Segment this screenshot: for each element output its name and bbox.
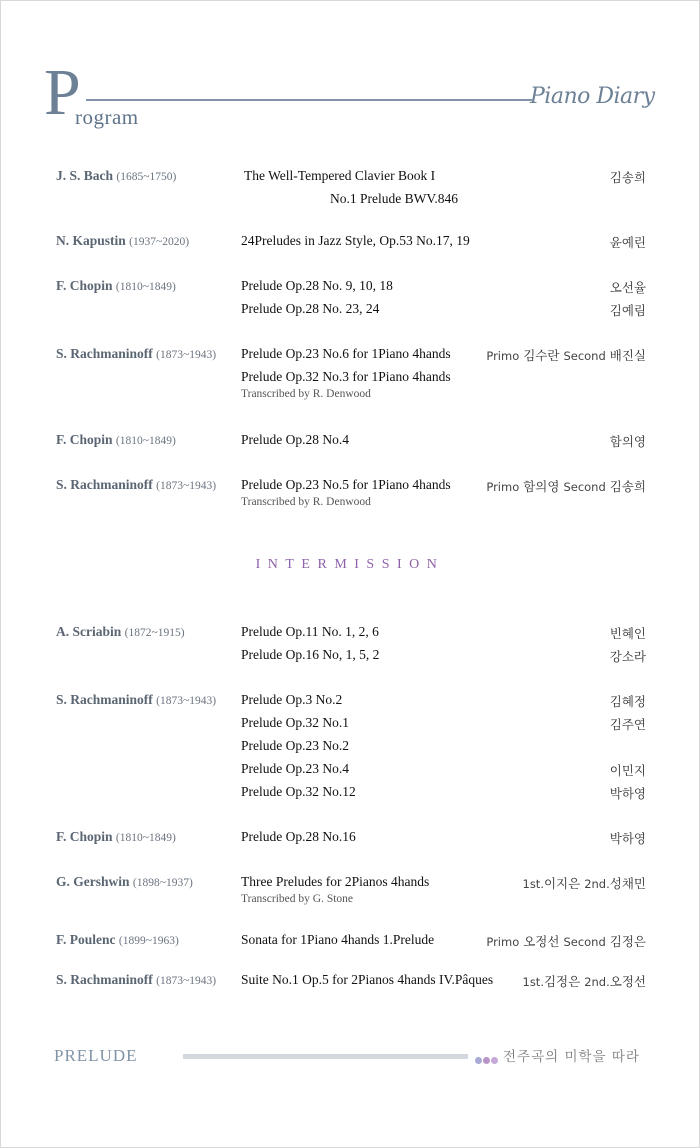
composer-name bbox=[56, 278, 176, 294]
composer-name bbox=[56, 874, 193, 890]
transcription-note: Transcribed by R. Denwood bbox=[241, 496, 371, 508]
performer-role: Primo bbox=[486, 935, 520, 949]
work-title: Prelude Op.32 No.1 bbox=[241, 715, 349, 730]
transcription-note: Transcribed by R. Denwood bbox=[241, 388, 371, 400]
performer-name: 박하영 bbox=[609, 786, 646, 801]
intermission-label: INTERMISSION bbox=[255, 557, 445, 572]
performer-name: 함의영 bbox=[609, 434, 646, 449]
performer-name: 이민지 bbox=[609, 763, 646, 778]
performer-name: 김예림 bbox=[609, 303, 646, 318]
performer-pair bbox=[523, 874, 647, 892]
composer-name bbox=[56, 233, 189, 249]
composer-name bbox=[56, 829, 176, 845]
footer-prelude-title: PRELUDE bbox=[54, 1046, 138, 1065]
piano-diary-title: Piano Diary bbox=[530, 84, 655, 109]
performer-name: 김송희 bbox=[609, 479, 646, 494]
composer-label: F. Chopin bbox=[56, 829, 113, 844]
performer-name: 박하영 bbox=[609, 831, 646, 846]
footer-bar bbox=[183, 1054, 468, 1059]
composer-label: S. Rachmaninoff bbox=[56, 692, 153, 707]
composer-years: (1685~1750) bbox=[116, 171, 177, 183]
program-logo-rest: rogram bbox=[75, 105, 139, 129]
program-header bbox=[0, 0, 700, 140]
work-title: Sonata for 1Piano 4hands 1.Prelude bbox=[241, 932, 435, 947]
performer-name: 김혜정 bbox=[609, 694, 646, 709]
composer-label: F. Chopin bbox=[56, 278, 113, 293]
performer-role: Second bbox=[563, 480, 606, 494]
transcription-note: Transcribed by G. Stone bbox=[241, 893, 354, 905]
work-title: Prelude Op.23 No.5 for 1Piano 4hands bbox=[241, 477, 451, 492]
performer-name: 강소라 bbox=[609, 649, 646, 664]
composer-years: (1873~1943) bbox=[156, 480, 217, 492]
composer-years: (1872~1915) bbox=[124, 627, 185, 639]
performer-role: Primo bbox=[486, 480, 520, 494]
work-title: Prelude Op.28 No.16 bbox=[241, 829, 356, 844]
composer-years: (1810~1849) bbox=[115, 435, 176, 447]
work-title: The Well-Tempered Clavier Book I bbox=[244, 168, 436, 183]
work-title: Prelude Op.3 No.2 bbox=[241, 692, 343, 707]
performer-name: 함의영 bbox=[523, 479, 560, 494]
performer-role: Second bbox=[563, 935, 606, 949]
performer-name: 김수란 bbox=[523, 348, 560, 363]
performer-role: 2nd. bbox=[584, 975, 610, 989]
composer-years: (1810~1849) bbox=[115, 281, 176, 293]
performer-name: 배진실 bbox=[609, 348, 646, 363]
composer-years: (1898~1937) bbox=[132, 877, 193, 889]
footer-tagline: 전주곡의 미학을 따라 bbox=[503, 1049, 640, 1065]
footer-dot bbox=[491, 1057, 498, 1064]
performer-name: 성채민 bbox=[609, 876, 646, 891]
performer-role: Primo bbox=[486, 349, 520, 363]
composer-name bbox=[56, 168, 176, 184]
composer-years: (1810~1849) bbox=[115, 832, 176, 844]
performer-name: 이지은 bbox=[543, 876, 581, 891]
work-title: Prelude Op.23 No.6 for 1Piano 4hands bbox=[241, 346, 451, 361]
composer-years: (1873~1943) bbox=[156, 695, 217, 707]
composer-label: N. Kapustin bbox=[56, 233, 126, 248]
performer-name: 김정은 bbox=[609, 934, 646, 949]
composer-name bbox=[56, 346, 216, 362]
composer-label: F. Poulenc bbox=[56, 932, 116, 947]
performer-name: 빈혜인 bbox=[609, 626, 646, 641]
header-rule bbox=[86, 99, 532, 101]
performer-role: 1st. bbox=[522, 975, 544, 989]
work-title: Prelude Op.23 No.2 bbox=[241, 738, 349, 753]
composer-years: (1937~2020) bbox=[129, 236, 190, 248]
composer-name bbox=[56, 477, 216, 493]
work-title: Prelude Op.32 No.3 for 1Piano 4hands bbox=[241, 369, 451, 384]
performer-role: Second bbox=[563, 349, 606, 363]
program-logo-initial: P bbox=[44, 56, 81, 129]
composer-name bbox=[56, 624, 185, 640]
work-title: Prelude Op.32 No.12 bbox=[241, 784, 356, 799]
work-title: Suite No.1 Op.5 for 2Pianos 4hands IV.Pâques bbox=[241, 972, 494, 987]
performer-name: 오정선 bbox=[523, 934, 560, 949]
composer-name bbox=[56, 432, 176, 448]
composer-label: S. Rachmaninoff bbox=[56, 972, 153, 987]
composer-years: (1873~1943) bbox=[156, 349, 217, 361]
work-title: Prelude Op.16 No, 1, 5, 2 bbox=[241, 647, 380, 662]
composer-name bbox=[56, 932, 179, 948]
performer-name: 김주연 bbox=[609, 717, 646, 732]
work-title: Prelude Op.28 No.4 bbox=[241, 432, 349, 447]
performer-role: 2nd. bbox=[584, 877, 610, 891]
work-title: No.1 Prelude BWV.846 bbox=[330, 191, 458, 206]
work-title: Three Preludes for 2Pianos 4hands bbox=[241, 874, 430, 889]
performer-pair bbox=[486, 346, 646, 364]
performer-pair bbox=[523, 972, 647, 990]
footer-dots-icon bbox=[475, 1051, 499, 1069]
composer-years: (1873~1943) bbox=[156, 975, 217, 987]
performer-name: 오정선 bbox=[609, 974, 646, 989]
composer-label: F. Chopin bbox=[56, 432, 113, 447]
composer-name bbox=[56, 692, 216, 708]
composer-label: G. Gershwin bbox=[56, 874, 130, 889]
footer-dot bbox=[475, 1057, 482, 1064]
work-title: Prelude Op.28 No. 23, 24 bbox=[241, 301, 380, 316]
footer-dot bbox=[483, 1057, 490, 1064]
performer-pair bbox=[486, 932, 646, 950]
performer-pair bbox=[486, 477, 646, 495]
composer-label: S. Rachmaninoff bbox=[56, 346, 153, 361]
performer-name: 윤예린 bbox=[609, 235, 646, 250]
work-title: Prelude Op.11 No. 1, 2, 6 bbox=[241, 624, 379, 639]
performer-name: 김송희 bbox=[609, 170, 646, 185]
composer-years: (1899~1963) bbox=[118, 935, 179, 947]
performer-role: 1st. bbox=[522, 877, 544, 891]
performer-name: 오선율 bbox=[609, 280, 646, 295]
work-title: Prelude Op.23 No.4 bbox=[241, 761, 349, 776]
composer-label: J. S. Bach bbox=[56, 168, 114, 183]
work-title: 24Preludes in Jazz Style, Op.53 No.17, 19 bbox=[241, 233, 470, 248]
composer-label: A. Scriabin bbox=[56, 624, 122, 639]
performer-name: 김정은 bbox=[543, 974, 581, 989]
composer-name bbox=[56, 972, 216, 988]
work-title: Prelude Op.28 No. 9, 10, 18 bbox=[241, 278, 393, 293]
composer-label: S. Rachmaninoff bbox=[56, 477, 153, 492]
